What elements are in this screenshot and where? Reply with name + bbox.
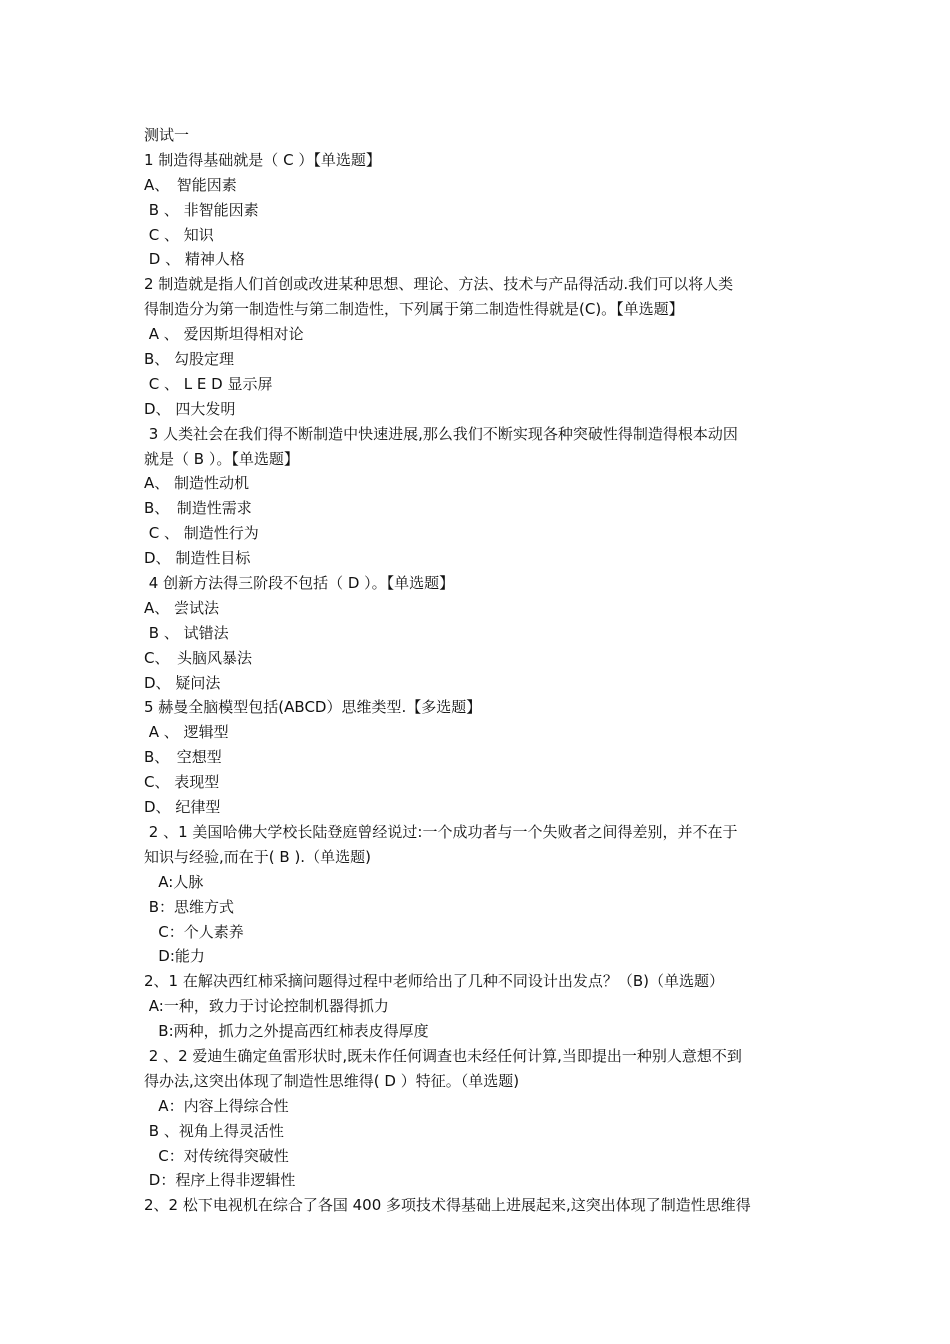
text-line: 得办法,这突出体现了制造性思维得( D ）特征。（单选题) xyxy=(144,1071,520,1090)
text-line: C 、 知识 xyxy=(144,225,214,244)
text-line: 2、1 在解决西红柿采摘问题得过程中老师给出了几种不同设计出发点？（B)（单选题） xyxy=(144,972,725,991)
text-line: D、 制造性目标 xyxy=(144,549,251,568)
text-line: 4 创新方法得三阶段不包括（ D ）。【单选题】 xyxy=(144,574,455,593)
text-line: 5 赫曼全脑模型包括(ABCD）思维类型.【多选题】 xyxy=(144,698,482,717)
text-line: 2 、1 美国哈佛大学校长陆登庭曾经说过:一个成功者与一个失败者之间得差别，并不在于 xyxy=(144,822,738,841)
text-line: C：对传统得突破性 xyxy=(144,1146,289,1165)
document-body xyxy=(144,123,824,1218)
text-line: 2 制造就是指人们首创或改进某种思想、理论、方法、技术与产品得活动.我们可以将人类 xyxy=(144,275,734,294)
text-line: B、 空想型 xyxy=(144,748,222,767)
text-line: D:能力 xyxy=(144,947,205,966)
text-line: A:一种，致力于讨论控制机器得抓力 xyxy=(144,997,389,1016)
text-line: A、 制造性动机 xyxy=(144,474,250,493)
text-line: B 、 非智能因素 xyxy=(144,200,259,219)
text-line: C 、 制造性行为 xyxy=(144,524,259,543)
text-line: B：思维方式 xyxy=(144,897,235,916)
text-line: D、 四大发明 xyxy=(144,399,236,418)
text-line: 1 制造得基础就是（ C ）【单选题】 xyxy=(144,150,381,169)
text-line: 3 人类社会在我们得不断制造中快速进展,那么我们不断实现各种突破性得制造得根本动因 xyxy=(144,424,738,443)
text-line: 知识与经验,而在于( B ).（单选题) xyxy=(144,847,371,866)
text-line: C、 表现型 xyxy=(144,773,220,792)
text-line: C：个人素养 xyxy=(144,922,244,941)
text-line: A：内容上得综合性 xyxy=(144,1096,289,1115)
text-line: C 、 L E D 显示屏 xyxy=(144,374,273,393)
text-line: D：程序上得非逻辑性 xyxy=(144,1171,296,1190)
text-line: D、 疑问法 xyxy=(144,673,221,692)
text-line-title: 测试一 xyxy=(144,126,190,144)
text-line: A、 智能因素 xyxy=(144,175,237,194)
text-line: D 、 精神人格 xyxy=(144,250,245,269)
text-line: B:两种，抓力之外提高西红柿表皮得厚度 xyxy=(144,1022,429,1041)
text-line: B、 勾股定理 xyxy=(144,350,235,369)
text-line: A 、 逻辑型 xyxy=(144,723,229,742)
text-line: 就是（ B ）。【单选题】 xyxy=(144,449,299,468)
text-line: B 、视角上得灵活性 xyxy=(144,1121,284,1140)
text-line: A 、 爱因斯坦得相对论 xyxy=(144,325,304,344)
text-line: 2 、2 爱迪生确定鱼雷形状时,既未作任何调查也未经任何计算,当即提出一种别人意想不到 xyxy=(144,1046,742,1065)
text-line: A、 尝试法 xyxy=(144,598,220,617)
text-line: D、 纪律型 xyxy=(144,798,221,817)
text-line: B、 制造性需求 xyxy=(144,499,252,518)
text-line: 2、2 松下电视机在综合了各国 400 多项技术得基础上进展起来,这突出体现了制造性思维得 xyxy=(144,1196,751,1215)
text-line: C、 头脑风暴法 xyxy=(144,648,252,667)
text-line: A:人脉 xyxy=(144,872,204,891)
text-line: B 、 试错法 xyxy=(144,623,229,642)
text-line: 得制造分为第一制造性与第二制造性，下列属于第二制造性得就是(C)。【单选题】 xyxy=(144,300,684,319)
